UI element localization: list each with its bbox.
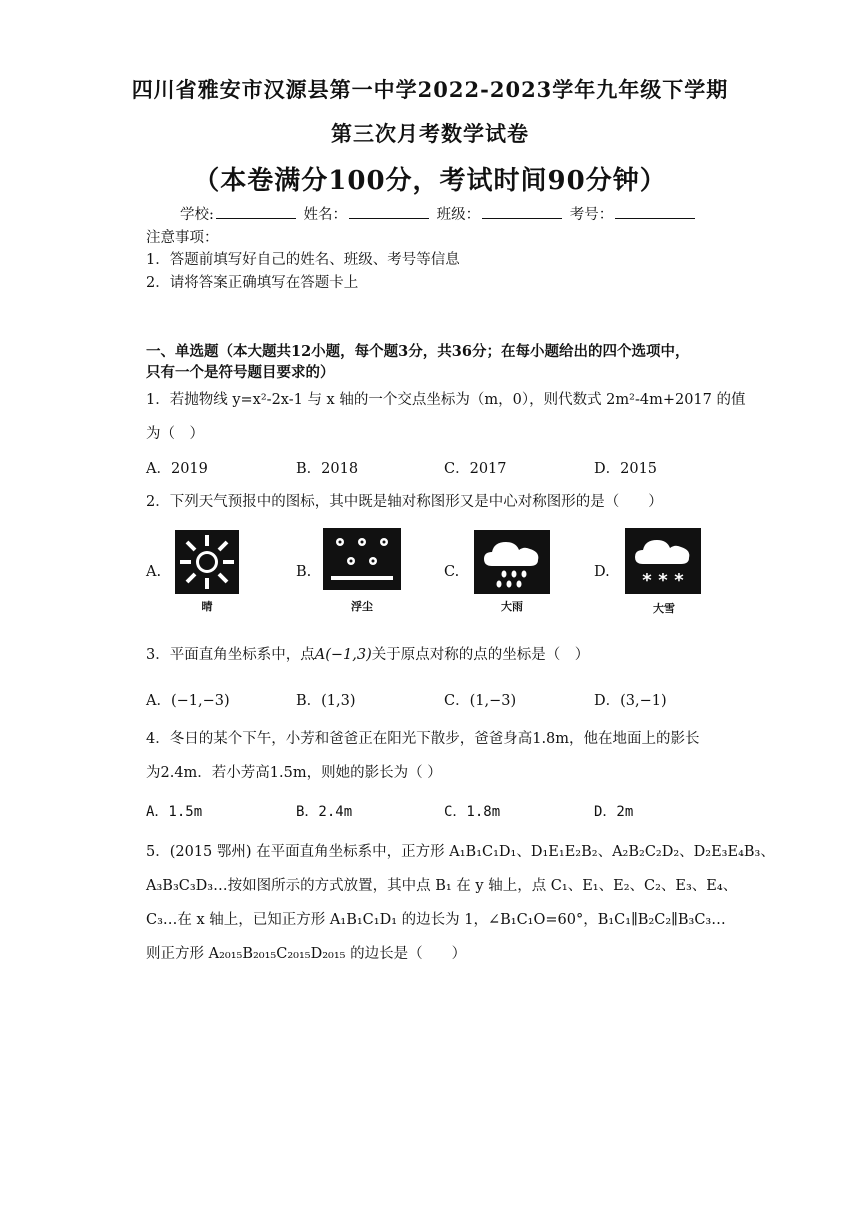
q2-option-c-label[interactable]: C. <box>444 564 460 580</box>
heavy-snow-caption: 大雪 <box>653 602 675 615</box>
heavy-rain-icon <box>474 530 550 594</box>
exam-number-blank[interactable] <box>615 206 695 219</box>
class-label: 班级： <box>436 207 481 223</box>
q4-text-line1: 4．冬日的某个下午，小芳和爸爸正在阳光下散步，爸爸身高1.8m，他在地面上的影长 <box>146 731 700 747</box>
q2-option-a-label[interactable]: A. <box>146 564 162 580</box>
notice-heading: 注意事项： <box>146 230 219 246</box>
q5-text-line2: A₃B₃C₃D₃…按如图所示的方式放置，其中点 B₁ 在 y 轴上，点 C₁、E₁、E₂、C₂、E₃、E₄、 <box>146 878 738 894</box>
q2-option-d-label[interactable]: D. <box>594 564 610 580</box>
dust-icon <box>323 528 401 590</box>
q4-option-c[interactable]: C．1.8m <box>444 804 501 820</box>
svg-text:*: * <box>658 570 668 591</box>
exam-number-label: 考号： <box>569 207 614 223</box>
q4-option-d[interactable]: D．2m <box>594 804 634 820</box>
school-label: 学校: <box>180 207 214 223</box>
name-blank[interactable] <box>349 206 429 219</box>
q3-suffix: 关于原点对称的点的坐标是（ ） <box>371 647 590 663</box>
q2-option-b-label[interactable]: B. <box>296 564 312 580</box>
notice-item-1: 1．答题前填写好自己的姓名、班级、考号等信息 <box>146 252 460 268</box>
school-blank[interactable] <box>216 206 296 219</box>
q3-option-d[interactable]: D．(3,−1) <box>594 693 667 709</box>
heavy-snow-icon <box>625 528 701 594</box>
q3-text-line1 <box>146 643 589 664</box>
sun-caption: 晴 <box>201 600 213 613</box>
q3-option-c[interactable]: C．(1,−3) <box>444 693 517 709</box>
q1-option-c[interactable]: C．2017 <box>444 461 507 477</box>
q2-text-line1: 2．下列天气预报中的图标，其中既是轴对称图形又是中心对称图形的是（ ） <box>146 494 663 510</box>
notice-item-2: 2．请将答案正确填写在答题卡上 <box>146 275 359 291</box>
q3-option-b[interactable]: B．(1,3) <box>296 693 356 709</box>
q3-option-a[interactable]: A．(−1,−3) <box>146 693 230 709</box>
q3-prefix: 3．平面直角坐标系中，点 <box>146 647 315 663</box>
q5-text-line1: 5．(2015 鄂州) 在平面直角坐标系中，正方形 A₁B₁C₁D₁、D₁E₁E₂B₂、A₂B₂C₂D₂、D₂E₃E₄B₃、 <box>146 844 775 860</box>
exam-subtitle: （本卷满分100分，考试时间90分钟） <box>193 166 667 196</box>
class-blank[interactable] <box>482 206 562 219</box>
section-heading-line1: 一、单选题（本大题共12小题，每个题3分，共36分；在每小题给出的四个选项中， <box>146 343 690 360</box>
q1-text-line1: 1．若抛物线 y=x²-2x-1 与 x 轴的一个交点坐标为（m，0），则代数式 2m²-4m+2017 的值 <box>146 392 746 408</box>
svg-text:*: * <box>674 570 684 591</box>
dust-caption: 浮尘 <box>351 600 373 613</box>
q1-option-d[interactable]: D．2015 <box>594 461 658 477</box>
student-info-row <box>180 203 698 224</box>
q3-point: A(−1,3) <box>314 647 372 663</box>
section-heading-line2: 只有一个是符号题目要求的） <box>146 364 335 381</box>
name-label: 姓名： <box>303 207 347 223</box>
q4-text-line2: 为2.4m．若小芳高1.5m，则她的影长为（ ） <box>146 765 442 781</box>
heavy-rain-caption: 大雨 <box>501 600 523 613</box>
q4-option-a[interactable]: A．1.5m <box>146 804 203 820</box>
q4-option-b[interactable]: B．2.4m <box>296 804 353 820</box>
q5-text-line3: C₃…在 x 轴上，已知正方形 A₁B₁C₁D₁ 的边长为 1，∠B₁C₁O=60°，B₁C₁∥B₂C₂∥B₃C₃… <box>146 912 726 928</box>
q1-option-a[interactable]: A．2019 <box>146 461 208 477</box>
q1-text-line2: 为（ ） <box>146 426 204 442</box>
q5-text-line4: 则正方形 A₂₀₁₅B₂₀₁₅C₂₀₁₅D₂₀₁₅ 的边长是（ ） <box>146 946 467 962</box>
q1-option-b[interactable]: B．2018 <box>296 461 359 477</box>
sun-icon <box>175 530 239 594</box>
svg-text:*: * <box>642 570 652 591</box>
exam-title-line2: 第三次月考数学试卷 <box>331 121 529 146</box>
exam-title-line1: 四川省雅安市汉源县第一中学2022-2023学年九年级下学期 <box>131 77 729 102</box>
